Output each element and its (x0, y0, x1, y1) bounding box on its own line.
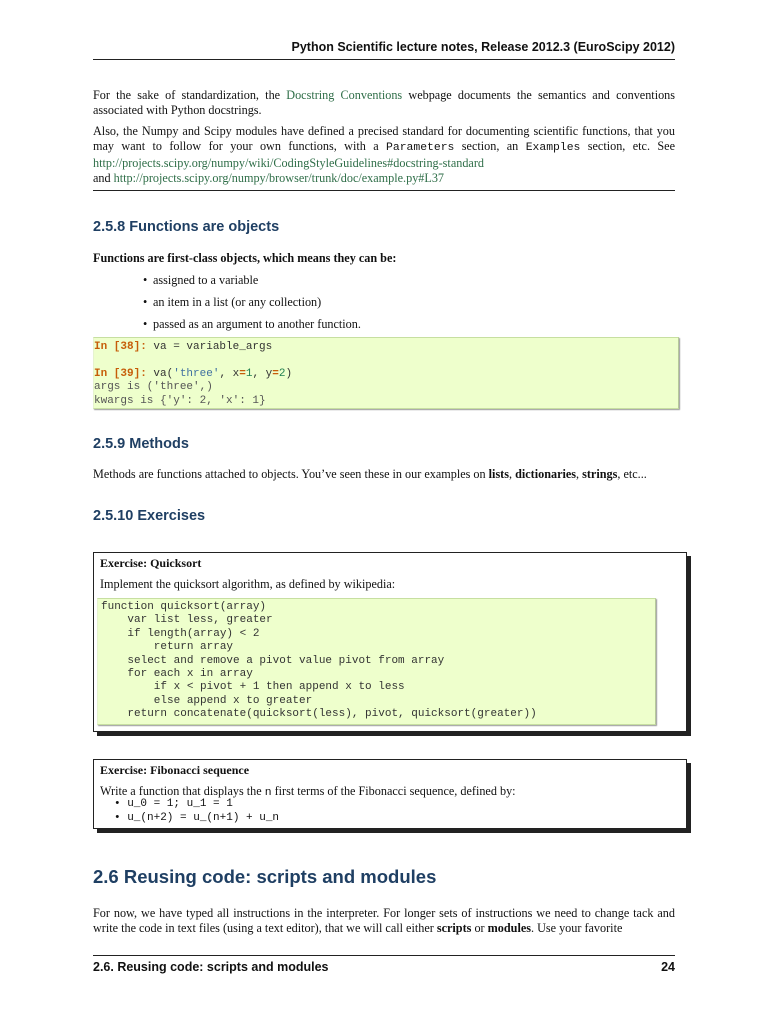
section-heading-2-6: 2.6 Reusing code: scripts and modules (93, 866, 437, 887)
section-heading-2-5-8: 2.5.8 Functions are objects (93, 219, 280, 235)
section-heading-2-5-10: 2.5.10 Exercises (93, 508, 206, 524)
exercise-title: Exercise: Quicksort (100, 556, 202, 570)
coding-style-guidelines-link[interactable]: http://projects.scipy.org/numpy/wiki/CodingStyleGuidelines#docstring-standard (93, 156, 484, 170)
intro-paragraph-1: For the sake of standardization, the Docstring Conventions webpage documents the semantics and conventions associated with Python docstrings. (93, 88, 676, 117)
inline-code-parameters: Parameters (386, 142, 455, 154)
list-item: • passed as an argument to another function. (143, 317, 361, 339)
inline-code-examples: Examples (525, 142, 581, 154)
exercise-title: Exercise: Fibonacci sequence (100, 763, 250, 777)
exercise-text: Write a function that displays the n first terms of the Fibonacci sequence, defined by: (100, 784, 516, 799)
list-item: • assigned to a variable (143, 273, 361, 295)
reusing-code-paragraph: For now, we have typed all instructions in the interpreter. For longer sets of instructions we need to change tack and write the code in text files (using a text editor), that we will call either scripts or modules. Use your favorite (93, 906, 675, 935)
footer-rule (93, 955, 675, 956)
docstring-conventions-link[interactable]: Docstring Conventions (286, 88, 403, 102)
intro-paragraph-2: Also, the Numpy and Scipy modules have defined a precised standard for documenting scientific functions, that you may want to follow for your own functions, with a Parameters section, an Examples section, etc. See http://projects.scipy.org/numpy/wiki/CodingStyleGuidelines#docstring-standard and http://projects.scipy.org/numpy/browser/trunk/doc/example.py#L37 (93, 124, 676, 185)
list-item: • an item in a list (or any collection) (143, 295, 361, 317)
list-item: • u_(n+2) = u_(n+1) + u_n (114, 812, 280, 824)
exercise-quicksort-box (93, 552, 687, 732)
exercise-text: Implement the quicksort algorithm, as defined by wikipedia: (100, 577, 396, 591)
ipython-code-block: In [38]: va = variable_args In [39]: va('three', x=1, y=2) args is ('three',) kwargs is {'y': 2, 'x': 1} (93, 337, 679, 409)
header-rule (93, 59, 675, 60)
section-rule (93, 190, 675, 191)
running-footer (93, 960, 675, 974)
running-header: Python Scientific lecture notes, Release 2012.3 (EuroScipy 2012) (291, 40, 675, 54)
list-item: • u_0 = 1; u_1 = 1 (114, 798, 233, 810)
functions-lead: Functions are first-class objects, which means they can be: (93, 251, 397, 265)
functions-bullet-list (143, 273, 361, 339)
exercise-fibonacci-box (93, 759, 687, 829)
page-number: 24 (661, 960, 675, 974)
example-py-link[interactable]: http://projects.scipy.org/numpy/browser/trunk/doc/example.py#L37 (113, 171, 445, 185)
quicksort-pseudocode: function quicksort(array) var list less, greater if length(array) < 2 return array select and remove a pivot value pivot from array for each x in array if x < pivot + 1 then append x to less else append x to greater return concatenate(quicksort(less), pivot, quicksort(greater)) (97, 598, 656, 725)
section-heading-2-5-9: 2.5.9 Methods (93, 436, 189, 452)
footer-section: 2.6. Reusing code: scripts and modules (93, 960, 329, 974)
methods-paragraph: Methods are functions attached to objects. You’ve seen these in our examples on lists, dictionaries, strings, etc... (93, 467, 647, 481)
